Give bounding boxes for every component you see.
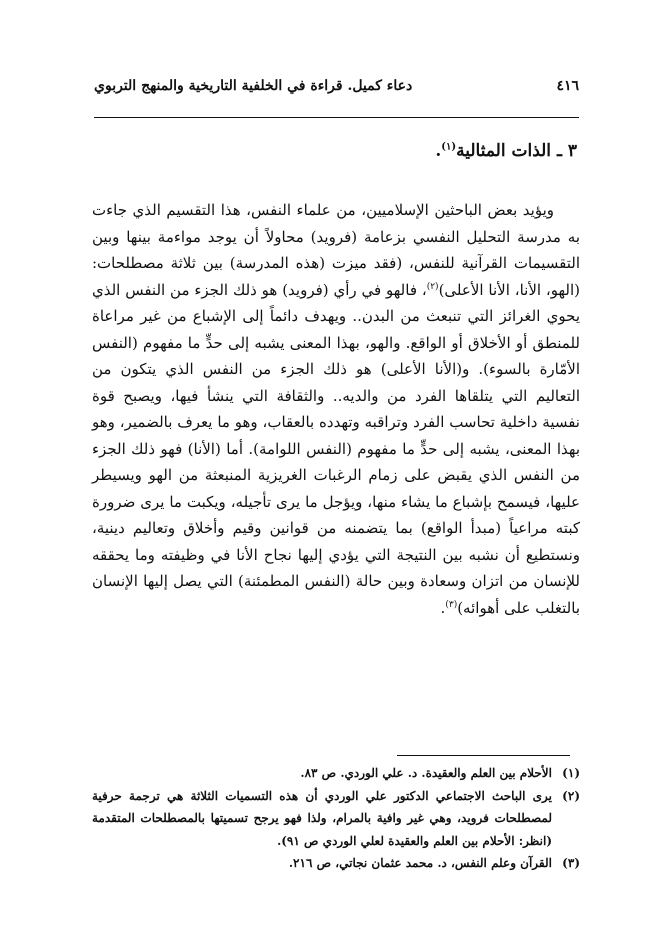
footnote-text: القرآن وعلم النفس، د. محمد عثمان نجاتي، ص ٢١٦. — [288, 856, 552, 870]
page-number: ٤١٦ — [556, 78, 579, 94]
footnote-number: (١) — [562, 766, 580, 780]
running-title: دعاء كميل. قراءة في الخلفية التاريخية والمنهج التربوي — [94, 78, 413, 94]
page-header — [94, 74, 579, 104]
footnote-item — [92, 852, 580, 875]
footnotes — [92, 762, 580, 875]
footnote-ref-1: (١) — [441, 141, 457, 153]
paragraph-part-2: ، فالهو في رأي (فرويد) هو ذلك الجزء من النفس الذي يحوي الغرائز التي تنبعث من البدن.. ويهدف دائماً إلى الإشباع من غير مراعاة للمنطق أو الأخلاق أو الواقع. والهو، بهذا المعنى يشبه إلى حدٍّ ما مفهوم (النفس الأمّارة بالسوء). و(الأنا الأعلى) هو ذلك الجزء من النفس الذي يتكون من التعاليم التي يتلقاها الفرد من والديه.. والثقافة التي ينشأ فيها، ويصبح قوة نفسية داخلية تحاسب الفرد وتراقبه وتهدده بالعقاب، وهو ما يعرف بالضمير، وهو بهذا المعنى، يشبه إلى حدٍّ ما مفهوم (النفس اللوامة). أما (الأنا) فهو ذلك الجزء من النفس الذي يقبض على زمام الرغبات الغريزية المنبعثة من الهو ويسيطر عليها، فيسمح بإشباع ما يشاء منها، ويؤجل ما يرى تأجيله، ويكبت ما يرى ضرورة كبته مراعياً (مبدأ الواقع) بما يتضمنه من قوانين وقيم وأخلاق وتعاليم دينية، ونستطيع أن نشبه بين النتيجة التي يؤدي إليها نجاح الأنا في وظيفته وما يحققه للإنسان من اتزان وسعادة وبين حالة (النفس المطمئنة) التي يصل إليها الإنسان بالتغلب على أهوائه) — [92, 280, 580, 617]
footnote-text: الأحلام بين العلم والعقيدة. د. علي الوردي. ص ٨٣. — [300, 766, 552, 780]
footnote-ref-3: (٣) — [445, 599, 458, 610]
footnote-item — [92, 762, 580, 785]
section-title: ٣ ـ الذات المثالية$^{(١)}$. — [435, 141, 577, 161]
footnote-number: (٢) — [562, 788, 580, 803]
footnote-item — [92, 785, 580, 853]
footnote-ref-2: (٢) — [426, 281, 439, 292]
paragraph-part-1: ويؤيد بعض الباحثين الإسلاميين، من علماء النفس، هذا التقسيم الذي جاءت به مدرسة التحليل النفسي بزعامة (فرويد) محاولاً أن يوجد مواءمة بينها وبين التقسيمات القرآنية للنفس، (فقد ميزت (هذه المدرسة) بين ثلاثة مصطلحات: (الهو، الأنا، الأنا الأعلى) — [92, 201, 580, 299]
section-title-text: ٣ ـ الذات المثالية — [456, 141, 577, 161]
footnote-text: يرى الباحث الاجتماعي الدكتور علي الوردي أن هذه التسميات الثلاثة هي ترجمة حرفية لمصطلحات فرويد، وهي غير وافية بالمرام، ولذا فهو يرجح تسميتها بالمصطلحات المتقدمة (انظر: الأحلام بين العلم والعقيدة لعلي الوردي ص ٩١). — [92, 788, 552, 848]
footnote-separator — [397, 755, 570, 756]
body-text — [92, 197, 580, 621]
header-rule — [94, 117, 579, 118]
paragraph — [92, 197, 580, 621]
paragraph-end: . — [440, 598, 446, 617]
footnote-number: (٣) — [562, 856, 580, 870]
